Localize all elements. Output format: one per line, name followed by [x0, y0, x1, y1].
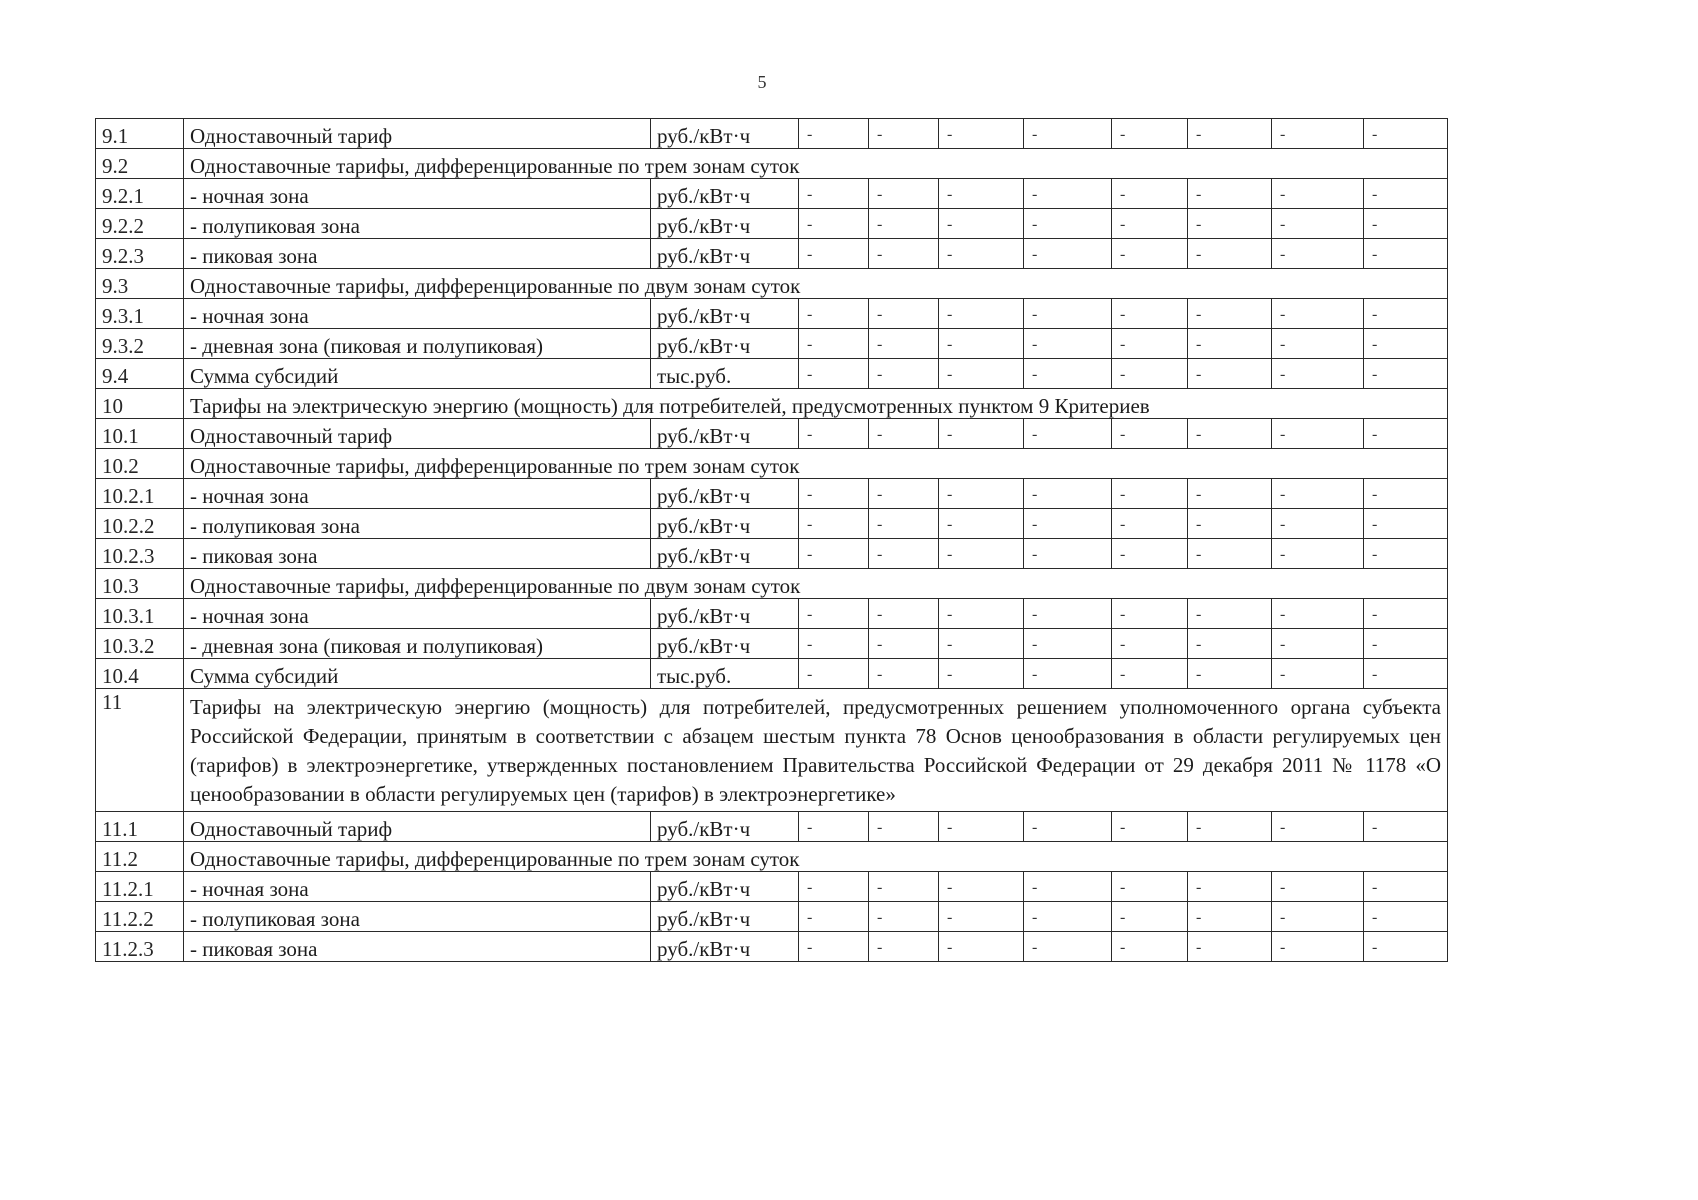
value-cell: - — [869, 119, 939, 149]
value-cell: - — [869, 871, 939, 901]
value-cell: - — [869, 931, 939, 961]
value-cell: - — [1024, 901, 1112, 931]
table-row — [96, 419, 1448, 449]
value-cell: - — [869, 811, 939, 841]
value-cell: - — [1024, 479, 1112, 509]
section-heading: Одноставочные тарифы, дифференцированные по трем зонам суток — [184, 149, 1448, 179]
value-cell: - — [1024, 359, 1112, 389]
value-cell: - — [939, 901, 1024, 931]
value-cell: - — [1024, 299, 1112, 329]
value-cell: - — [869, 479, 939, 509]
unit-cell: руб./кВт·ч — [651, 811, 799, 841]
value-cell: - — [939, 179, 1024, 209]
row-number: 9.1 — [96, 119, 184, 149]
section-heading: Одноставочные тарифы, дифференцированные по двум зонам суток — [184, 569, 1448, 599]
table-row — [96, 599, 1448, 629]
value-cell: - — [1188, 479, 1272, 509]
row-number: 11.2 — [96, 841, 184, 871]
value-cell: - — [1364, 239, 1448, 269]
table-row — [96, 931, 1448, 961]
unit-cell: руб./кВт·ч — [651, 539, 799, 569]
row-label: - пиковая зона — [184, 931, 651, 961]
value-cell: - — [799, 629, 869, 659]
row-number: 10.2 — [96, 449, 184, 479]
value-cell: - — [869, 359, 939, 389]
value-cell: - — [1272, 299, 1364, 329]
table-row — [96, 629, 1448, 659]
table-row — [96, 239, 1448, 269]
row-label: - полупиковая зона — [184, 209, 651, 239]
value-cell: - — [939, 629, 1024, 659]
value-cell: - — [939, 209, 1024, 239]
value-cell: - — [1364, 359, 1448, 389]
page-number: 5 — [757, 72, 767, 92]
value-cell: - — [869, 239, 939, 269]
value-cell: - — [1272, 239, 1364, 269]
value-cell: - — [1024, 931, 1112, 961]
value-cell: - — [1188, 901, 1272, 931]
value-cell: - — [1364, 479, 1448, 509]
value-cell: - — [799, 599, 869, 629]
value-cell: - — [1112, 299, 1188, 329]
section-heading: Одноставочные тарифы, дифференцированные по трем зонам суток — [184, 841, 1448, 871]
row-label: - дневная зона (пиковая и полупиковая) — [184, 629, 651, 659]
table-row — [96, 509, 1448, 539]
value-cell: - — [1364, 629, 1448, 659]
value-cell: - — [1272, 811, 1364, 841]
value-cell: - — [869, 299, 939, 329]
row-number: 9.4 — [96, 359, 184, 389]
value-cell: - — [1364, 811, 1448, 841]
value-cell: - — [1024, 659, 1112, 689]
value-cell: - — [869, 179, 939, 209]
table-row — [96, 479, 1448, 509]
row-label: - ночная зона — [184, 179, 651, 209]
value-cell: - — [799, 419, 869, 449]
row-label: Одноставочный тариф — [184, 119, 651, 149]
value-cell: - — [799, 931, 869, 961]
row-number: 10 — [96, 389, 184, 419]
value-cell: - — [1272, 419, 1364, 449]
value-cell: - — [1024, 811, 1112, 841]
value-cell: - — [1364, 901, 1448, 931]
table-row — [96, 871, 1448, 901]
value-cell: - — [1272, 871, 1364, 901]
row-label: - ночная зона — [184, 871, 651, 901]
value-cell: - — [1024, 509, 1112, 539]
value-cell: - — [1112, 179, 1188, 209]
value-cell: - — [799, 119, 869, 149]
value-cell: - — [799, 209, 869, 239]
value-cell: - — [1188, 209, 1272, 239]
value-cell: - — [1112, 209, 1188, 239]
value-cell: - — [1024, 239, 1112, 269]
value-cell: - — [1272, 359, 1364, 389]
row-number: 10.4 — [96, 659, 184, 689]
value-cell: - — [1024, 179, 1112, 209]
value-cell: - — [1188, 419, 1272, 449]
value-cell: - — [1188, 329, 1272, 359]
row-label: - пиковая зона — [184, 239, 651, 269]
value-cell: - — [1188, 871, 1272, 901]
table-row — [96, 209, 1448, 239]
value-cell: - — [1188, 599, 1272, 629]
value-cell: - — [939, 419, 1024, 449]
value-cell: - — [939, 299, 1024, 329]
value-cell: - — [1272, 931, 1364, 961]
row-number: 11.2.2 — [96, 901, 184, 931]
value-cell: - — [1188, 359, 1272, 389]
value-cell: - — [1024, 329, 1112, 359]
tariff-table — [95, 118, 1448, 962]
value-cell: - — [1024, 539, 1112, 569]
value-cell: - — [1188, 539, 1272, 569]
unit-cell: руб./кВт·ч — [651, 599, 799, 629]
value-cell: - — [1272, 209, 1364, 239]
unit-cell: руб./кВт·ч — [651, 209, 799, 239]
value-cell: - — [1112, 931, 1188, 961]
value-cell: - — [799, 329, 869, 359]
row-number: 11 — [96, 689, 184, 812]
value-cell: - — [1272, 179, 1364, 209]
row-number: 10.2.2 — [96, 509, 184, 539]
unit-cell: тыс.руб. — [651, 659, 799, 689]
value-cell: - — [799, 479, 869, 509]
section-heading: Одноставочные тарифы, дифференцированные по двум зонам суток — [184, 269, 1448, 299]
value-cell: - — [939, 509, 1024, 539]
unit-cell: руб./кВт·ч — [651, 179, 799, 209]
value-cell: - — [1112, 629, 1188, 659]
value-cell: - — [1364, 871, 1448, 901]
unit-cell: руб./кВт·ч — [651, 329, 799, 359]
row-number: 11.2.3 — [96, 931, 184, 961]
table-row — [96, 449, 1448, 479]
value-cell: - — [939, 659, 1024, 689]
value-cell: - — [799, 509, 869, 539]
row-number: 9.3 — [96, 269, 184, 299]
value-cell: - — [1364, 179, 1448, 209]
section-heading: Тарифы на электрическую энергию (мощность) для потребителей, предусмотренных решением уполномоченного органа субъекта Российской Федерации, принятым в соответствии с абзацем шестым пункта 78 Основ ценообразования в области регулируемых цен (тарифов) в электроэнергетике, утвержденных постановлением Правительства Российской Федерации от 29 декабря 2011 № 1178 «О ценообразовании в области регулируемых цен (тарифов) в электроэнергетике» — [184, 689, 1448, 812]
value-cell: - — [869, 509, 939, 539]
value-cell: - — [1112, 901, 1188, 931]
row-number: 10.3 — [96, 569, 184, 599]
row-number: 9.3.1 — [96, 299, 184, 329]
value-cell: - — [939, 599, 1024, 629]
table-row — [96, 569, 1448, 599]
row-number: 9.3.2 — [96, 329, 184, 359]
row-number: 9.2.1 — [96, 179, 184, 209]
table-row — [96, 659, 1448, 689]
row-number: 11.1 — [96, 811, 184, 841]
value-cell: - — [1272, 599, 1364, 629]
unit-cell: руб./кВт·ч — [651, 629, 799, 659]
section-heading: Тарифы на электрическую энергию (мощность) для потребителей, предусмотренных пунктом 9 Критериев — [184, 389, 1448, 419]
table-row — [96, 811, 1448, 841]
value-cell: - — [1188, 659, 1272, 689]
unit-cell: руб./кВт·ч — [651, 479, 799, 509]
value-cell: - — [1188, 931, 1272, 961]
row-label: Одноставочный тариф — [184, 419, 651, 449]
value-cell: - — [799, 871, 869, 901]
value-cell: - — [1024, 209, 1112, 239]
row-label: Сумма субсидий — [184, 659, 651, 689]
row-label: - ночная зона — [184, 299, 651, 329]
table-row — [96, 689, 1448, 812]
unit-cell: руб./кВт·ч — [651, 931, 799, 961]
table-row — [96, 329, 1448, 359]
row-number: 10.3.2 — [96, 629, 184, 659]
unit-cell: руб./кВт·ч — [651, 119, 799, 149]
value-cell: - — [1188, 811, 1272, 841]
row-label: - пиковая зона — [184, 539, 651, 569]
row-label: - дневная зона (пиковая и полупиковая) — [184, 329, 651, 359]
value-cell: - — [1364, 539, 1448, 569]
row-label: - ночная зона — [184, 599, 651, 629]
value-cell: - — [1024, 629, 1112, 659]
value-cell: - — [799, 359, 869, 389]
value-cell: - — [1272, 539, 1364, 569]
value-cell: - — [1112, 659, 1188, 689]
value-cell: - — [869, 599, 939, 629]
value-cell: - — [1364, 599, 1448, 629]
value-cell: - — [1112, 419, 1188, 449]
value-cell: - — [799, 659, 869, 689]
value-cell: - — [1272, 119, 1364, 149]
value-cell: - — [939, 359, 1024, 389]
unit-cell: руб./кВт·ч — [651, 299, 799, 329]
table-row — [96, 179, 1448, 209]
value-cell: - — [1364, 119, 1448, 149]
row-number: 10.1 — [96, 419, 184, 449]
row-number: 9.2.3 — [96, 239, 184, 269]
value-cell: - — [1112, 359, 1188, 389]
value-cell: - — [939, 539, 1024, 569]
value-cell: - — [1272, 901, 1364, 931]
section-heading: Одноставочные тарифы, дифференцированные по трем зонам суток — [184, 449, 1448, 479]
value-cell: - — [1024, 599, 1112, 629]
table-row — [96, 841, 1448, 871]
value-cell: - — [869, 329, 939, 359]
value-cell: - — [1112, 239, 1188, 269]
value-cell: - — [1188, 239, 1272, 269]
value-cell: - — [869, 629, 939, 659]
table-row — [96, 389, 1448, 419]
unit-cell: руб./кВт·ч — [651, 239, 799, 269]
row-label: - ночная зона — [184, 479, 651, 509]
value-cell: - — [799, 539, 869, 569]
row-number: 9.2 — [96, 149, 184, 179]
value-cell: - — [1364, 659, 1448, 689]
table-row — [96, 539, 1448, 569]
row-label: Одноставочный тариф — [184, 811, 651, 841]
value-cell: - — [1112, 539, 1188, 569]
value-cell: - — [869, 901, 939, 931]
value-cell: - — [1272, 479, 1364, 509]
row-number: 10.3.1 — [96, 599, 184, 629]
value-cell: - — [869, 419, 939, 449]
value-cell: - — [1112, 599, 1188, 629]
value-cell: - — [1024, 119, 1112, 149]
row-label: - полупиковая зона — [184, 509, 651, 539]
value-cell: - — [1112, 811, 1188, 841]
unit-cell: руб./кВт·ч — [651, 871, 799, 901]
value-cell: - — [939, 871, 1024, 901]
value-cell: - — [1112, 509, 1188, 539]
value-cell: - — [1364, 329, 1448, 359]
value-cell: - — [939, 811, 1024, 841]
unit-cell: тыс.руб. — [651, 359, 799, 389]
value-cell: - — [1188, 119, 1272, 149]
value-cell: - — [1188, 299, 1272, 329]
value-cell: - — [799, 811, 869, 841]
value-cell: - — [1112, 479, 1188, 509]
value-cell: - — [1188, 179, 1272, 209]
value-cell: - — [869, 539, 939, 569]
value-cell: - — [1272, 629, 1364, 659]
value-cell: - — [939, 479, 1024, 509]
value-cell: - — [1112, 329, 1188, 359]
row-label: Сумма субсидий — [184, 359, 651, 389]
row-number: 10.2.1 — [96, 479, 184, 509]
table-row — [96, 299, 1448, 329]
row-number: 9.2.2 — [96, 209, 184, 239]
row-number: 10.2.3 — [96, 539, 184, 569]
value-cell: - — [1364, 419, 1448, 449]
value-cell: - — [1272, 659, 1364, 689]
table-row — [96, 119, 1448, 149]
unit-cell: руб./кВт·ч — [651, 509, 799, 539]
value-cell: - — [799, 901, 869, 931]
value-cell: - — [1188, 629, 1272, 659]
value-cell: - — [1364, 931, 1448, 961]
value-cell: - — [1024, 419, 1112, 449]
unit-cell: руб./кВт·ч — [651, 419, 799, 449]
value-cell: - — [939, 931, 1024, 961]
row-label: - полупиковая зона — [184, 901, 651, 931]
value-cell: - — [1024, 871, 1112, 901]
value-cell: - — [939, 239, 1024, 269]
table-row — [96, 901, 1448, 931]
value-cell: - — [939, 329, 1024, 359]
value-cell: - — [1364, 209, 1448, 239]
value-cell: - — [869, 209, 939, 239]
table-row — [96, 269, 1448, 299]
row-number: 11.2.1 — [96, 871, 184, 901]
value-cell: - — [1272, 329, 1364, 359]
value-cell: - — [1112, 871, 1188, 901]
value-cell: - — [939, 119, 1024, 149]
table-row — [96, 359, 1448, 389]
value-cell: - — [799, 239, 869, 269]
value-cell: - — [1112, 119, 1188, 149]
value-cell: - — [799, 299, 869, 329]
table-row — [96, 149, 1448, 179]
unit-cell: руб./кВт·ч — [651, 901, 799, 931]
value-cell: - — [1272, 509, 1364, 539]
value-cell: - — [1364, 299, 1448, 329]
value-cell: - — [869, 659, 939, 689]
value-cell: - — [799, 179, 869, 209]
value-cell: - — [1364, 509, 1448, 539]
value-cell: - — [1188, 509, 1272, 539]
